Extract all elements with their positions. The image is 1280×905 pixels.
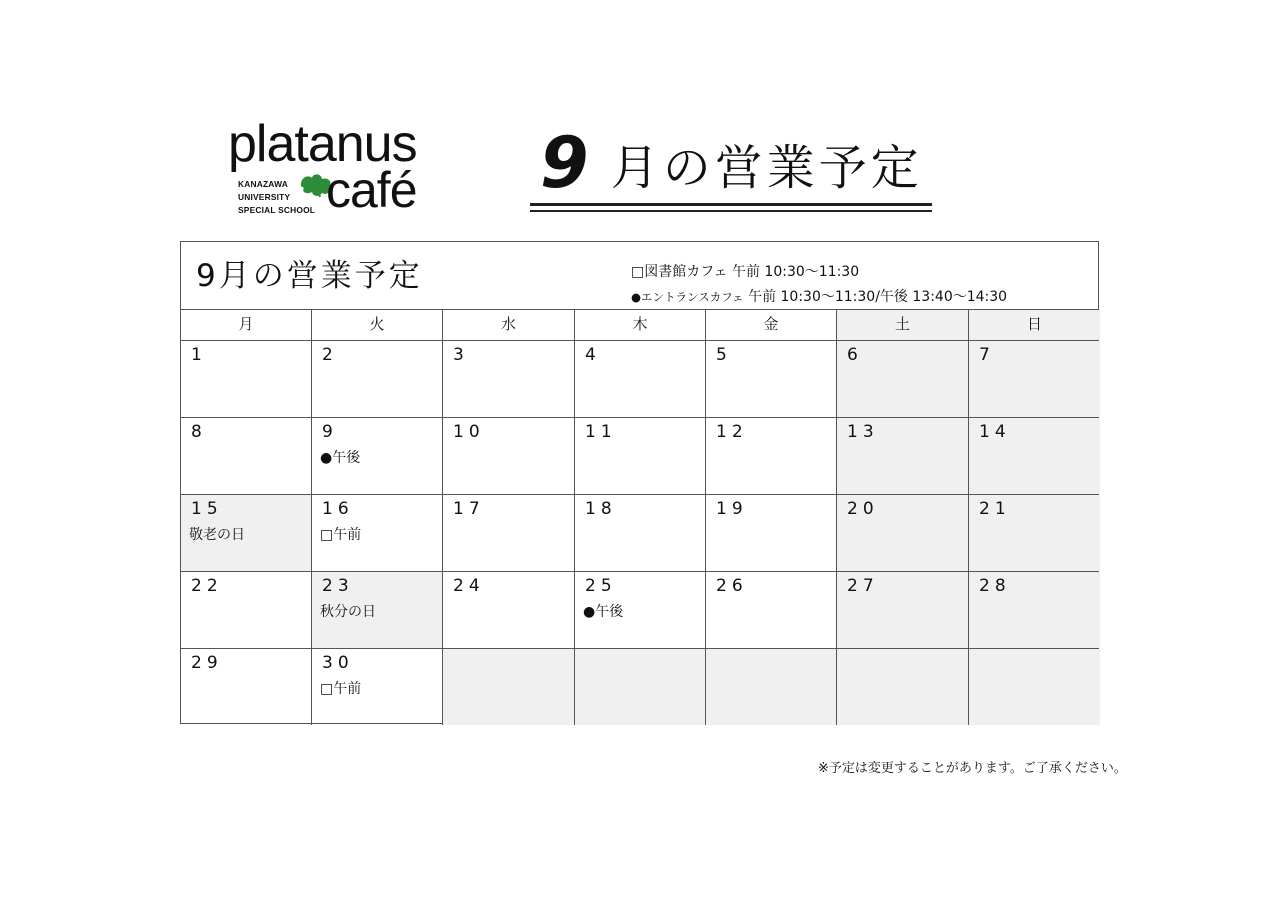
day-number: 9 (322, 422, 338, 442)
day-number: 2 (322, 345, 338, 365)
day-number: 16 (322, 499, 354, 519)
weekday-header-3: 木 (575, 310, 706, 340)
calendar-week-row (181, 418, 1098, 495)
day-number: 25 (585, 576, 617, 596)
calendar-day-cell (837, 572, 969, 648)
day-number: 17 (453, 499, 485, 519)
day-number: 22 (191, 576, 223, 596)
calendar-day-cell (969, 341, 1100, 417)
day-number: 26 (716, 576, 748, 596)
calendar-day-cell (181, 495, 312, 571)
day-number: 14 (979, 422, 1011, 442)
calendar-day-cell (706, 495, 837, 571)
logo-word-cafe: café (326, 162, 417, 218)
day-note: 秋分の日 (320, 604, 376, 620)
day-number: 24 (453, 576, 485, 596)
calendar-day-cell (706, 341, 837, 417)
weekday-header-6: 日 (969, 310, 1100, 340)
day-note: 敬老の日 (189, 527, 245, 543)
calendar-day-cell (312, 495, 443, 571)
day-note: □午前 (320, 527, 362, 543)
day-number: 21 (979, 499, 1011, 519)
library-cafe-hours: □図書館カフェ 午前 10:30～11:30 (631, 264, 860, 280)
calendar-day-cell (837, 649, 969, 725)
day-number: 23 (322, 576, 354, 596)
calendar-day-cell (443, 418, 575, 494)
calendar-day-cell (312, 341, 443, 417)
weekday-header-0: 月 (181, 310, 312, 340)
calendar-day-cell (181, 341, 312, 417)
day-number: 11 (585, 422, 617, 442)
heading-underline-top (530, 203, 932, 206)
day-note: ●午後 (583, 604, 624, 620)
weekday-header-row (181, 310, 1098, 341)
calendar-day-cell (575, 418, 706, 494)
day-number: 13 (847, 422, 879, 442)
entrance-cafe-hours (631, 285, 1007, 310)
calendar-day-cell (312, 418, 443, 494)
calendar-day-cell (706, 649, 837, 725)
logo-sub-line-1: KANAZAWA (238, 179, 288, 189)
calendar-day-cell (575, 495, 706, 571)
day-number: 8 (191, 422, 207, 442)
day-number: 5 (716, 345, 732, 365)
calendar-day-cell (312, 572, 443, 648)
calendar-day-cell (312, 649, 443, 725)
logo-sub-line-3: SPECIAL SCHOOL (238, 205, 316, 215)
day-number: 6 (847, 345, 863, 365)
entrance-cafe-times: 午前 10:30～11:30/午後 13:40～14:30 (743, 289, 1008, 305)
calendar-day-cell (969, 572, 1100, 648)
calendar-table (180, 241, 1099, 724)
day-number: 15 (191, 499, 223, 519)
platanus-cafe-logo (228, 115, 443, 218)
calendar-day-cell (575, 572, 706, 648)
day-number: 3 (453, 345, 469, 365)
calendar-day-cell (443, 495, 575, 571)
entrance-cafe-label: ●エントランスカフェ (631, 290, 744, 304)
day-number: 10 (453, 422, 485, 442)
day-number: 27 (847, 576, 879, 596)
calendar-week-row (181, 649, 1098, 725)
day-number: 4 (585, 345, 601, 365)
calendar-day-cell (837, 341, 969, 417)
calendar-day-cell (181, 418, 312, 494)
day-number: 20 (847, 499, 879, 519)
page-heading (540, 122, 940, 204)
heading-month-number: 9 (540, 122, 589, 204)
calendar-day-cell (969, 418, 1100, 494)
weekday-header-1: 火 (312, 310, 443, 340)
calendar-week-row (181, 572, 1098, 649)
calendar-day-cell (837, 495, 969, 571)
day-note: □午前 (320, 681, 362, 697)
logo-sub-line-2: UNIVERSITY (238, 192, 291, 202)
day-number: 19 (716, 499, 748, 519)
calendar-day-cell (443, 572, 575, 648)
day-number: 7 (979, 345, 995, 365)
calendar-day-cell (969, 649, 1100, 725)
calendar-day-cell (443, 341, 575, 417)
heading-underline-bottom (530, 210, 932, 212)
calendar-day-cell (181, 649, 312, 725)
calendar-header (181, 242, 1098, 310)
calendar-week-row (181, 495, 1098, 572)
logo-word-platanus: platanus (228, 115, 417, 173)
day-number: 28 (979, 576, 1011, 596)
calendar-grid (181, 341, 1098, 725)
day-number: 30 (322, 653, 354, 673)
calendar-day-cell (706, 572, 837, 648)
calendar-day-cell (443, 649, 575, 725)
heading-text: 月の営業予定 (610, 140, 923, 196)
weekday-header-5: 土 (837, 310, 969, 340)
day-number: 18 (585, 499, 617, 519)
calendar-title: 9月の営業予定 (196, 258, 423, 294)
calendar-day-cell (575, 341, 706, 417)
day-note: ●午後 (320, 450, 361, 466)
hours-info (631, 260, 1007, 310)
day-number: 1 (191, 345, 207, 365)
footnote: ※予定は変更することがあります。ご了承ください。 (818, 761, 1127, 776)
day-number: 12 (716, 422, 748, 442)
calendar-day-cell (837, 418, 969, 494)
calendar-day-cell (575, 649, 706, 725)
weekday-header-2: 水 (443, 310, 575, 340)
day-number: 29 (191, 653, 223, 673)
weekday-header-4: 金 (706, 310, 837, 340)
calendar-day-cell (181, 572, 312, 648)
calendar-day-cell (706, 418, 837, 494)
calendar-day-cell (969, 495, 1100, 571)
calendar-week-row (181, 341, 1098, 418)
